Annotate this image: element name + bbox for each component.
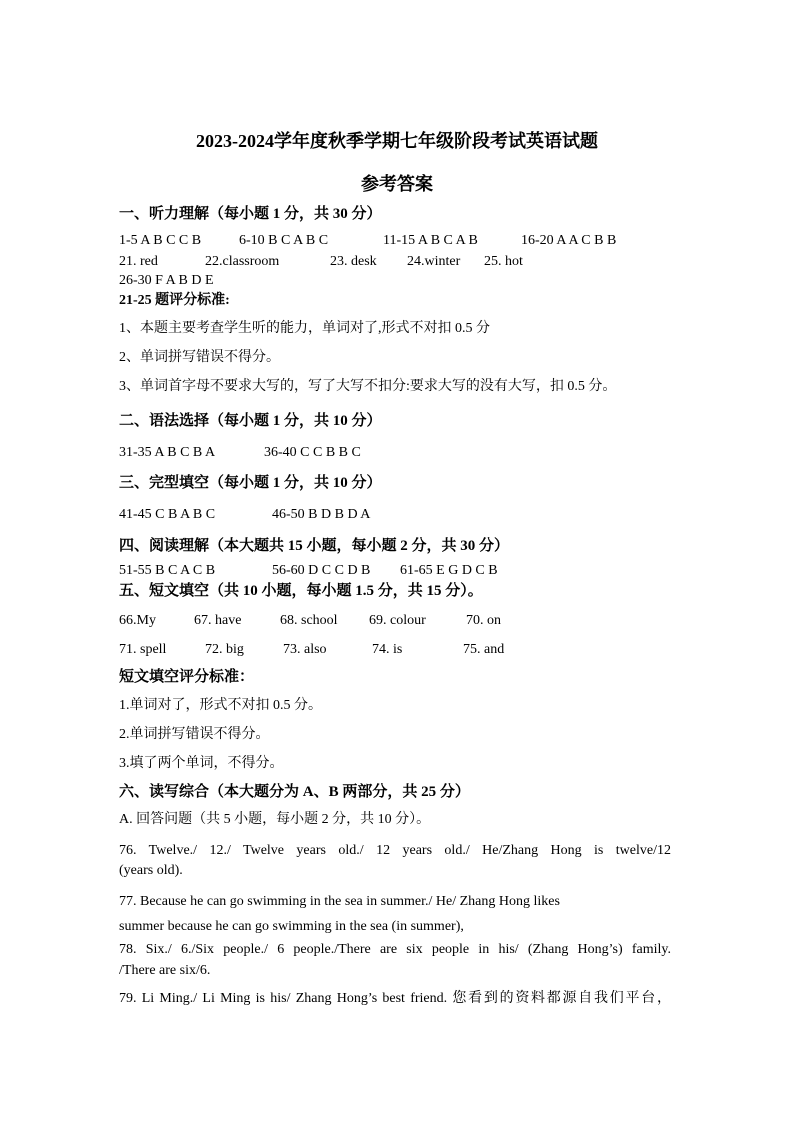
answer-group: 16-20 A A C B B	[521, 233, 617, 248]
answer-group: 6-10 B C A B C	[239, 233, 329, 248]
answer-item: 21. red	[119, 254, 158, 269]
section-4-heading: 四、阅读理解（本大题共 15 小题，每小题 2 分，共 30 分）	[119, 538, 510, 554]
criteria-item: 2.单词拼写错误不得分。	[119, 727, 270, 742]
section-1-heading: 一、听力理解（每小题 1 分，共 30 分）	[119, 206, 382, 222]
answer-group: 31-35 A B C B A	[119, 445, 216, 460]
answer-item: 73. also	[283, 642, 327, 657]
answer-item: 71. spell	[119, 642, 167, 657]
answer-76-line-1: 76. Twelve./ 12./ Twelve years old./ 12 years old./ He/Zhang Hong is twelve/12	[119, 843, 671, 858]
answer-item: 22.classroom	[205, 254, 280, 269]
section-3-heading: 三、完型填空（每小题 1 分，共 10 分）	[119, 475, 382, 491]
section-6-heading: 六、读写综合（本大题分为 A、B 两部分，共 25 分）	[119, 784, 470, 800]
criteria-item: 2、单词拼写错误不得分。	[119, 350, 280, 365]
answer-76-line-2: (years old).	[119, 863, 183, 878]
criteria-item: 1.单词对了，形式不对扣 0.5 分。	[119, 698, 322, 713]
answer-item: 75. and	[463, 642, 505, 657]
answer-78-line-1: 78. Six./ 6./Six people./ 6 people./There are six people in his/ (Zhang Hong’s) family.	[119, 942, 671, 957]
page-subtitle: 参考答案	[361, 174, 433, 194]
section-2-heading: 二、语法选择（每小题 1 分，共 10 分）	[119, 413, 382, 429]
answer-item: 74. is	[372, 642, 403, 657]
page-title: 2023-2024学年度秋季学期七年级阶段考试英语试题	[196, 131, 598, 151]
answer-item: 66.My	[119, 613, 156, 628]
answer-item: 68. school	[280, 613, 338, 628]
answer-item: 67. have	[194, 613, 242, 628]
part-a-heading: A. 回答问题（共 5 小题，每小题 2 分，共 10 分）。	[119, 812, 431, 827]
answer-77-line-2: summer because he can go swimming in the sea (in summer),	[119, 919, 464, 934]
section-5-heading: 五、短文填空（共 10 小题，每小题 1.5 分，共 15 分）。	[119, 583, 483, 599]
answer-item: 72. big	[205, 642, 244, 657]
criteria-item: 3、单词首字母不要求大写的，写了大写不扣分:要求大写的没有大写，扣 0.5 分。	[119, 379, 617, 394]
answer-group: 61-65 E G D C B	[400, 563, 498, 578]
answer-79-line-1: 79. Li Ming./ Li Ming is his/ Zhang Hong’s best friend. 您看到的资料都源自我们平台，	[119, 991, 671, 1006]
criteria-heading: 21-25 题评分标准:	[119, 293, 230, 308]
answer-group: 51-55 B C A C B	[119, 563, 216, 578]
criteria-heading: 短文填空评分标准：	[119, 669, 255, 685]
answer-group: 11-15 A B C A B	[383, 233, 478, 248]
answer-group: 41-45 C B A B C	[119, 507, 216, 522]
answer-item: 24.winter	[407, 254, 461, 269]
answer-item: 70. on	[466, 613, 501, 628]
answer-group: 56-60 D C C D B	[272, 563, 371, 578]
answer-78-line-2: /There are six/6.	[119, 963, 211, 978]
answer-group: 1-5 A B C C B	[119, 233, 202, 248]
answer-77-line-1: 77. Because he can go swimming in the sea in summer./ He/ Zhang Hong likes	[119, 894, 560, 909]
answer-item: 23. desk	[330, 254, 377, 269]
answer-group: 36-40 C C B B C	[264, 445, 361, 460]
answer-group: 26-30 F A B D E	[119, 273, 214, 288]
criteria-item: 3.填了两个单词，不得分。	[119, 756, 284, 771]
answer-item: 25. hot	[484, 254, 523, 269]
criteria-item: 1、本题主要考查学生听的能力，单词对了,形式不对扣 0.5 分	[119, 321, 490, 336]
answer-item: 69. colour	[369, 613, 426, 628]
answer-group: 46-50 B D B D A	[272, 507, 371, 522]
